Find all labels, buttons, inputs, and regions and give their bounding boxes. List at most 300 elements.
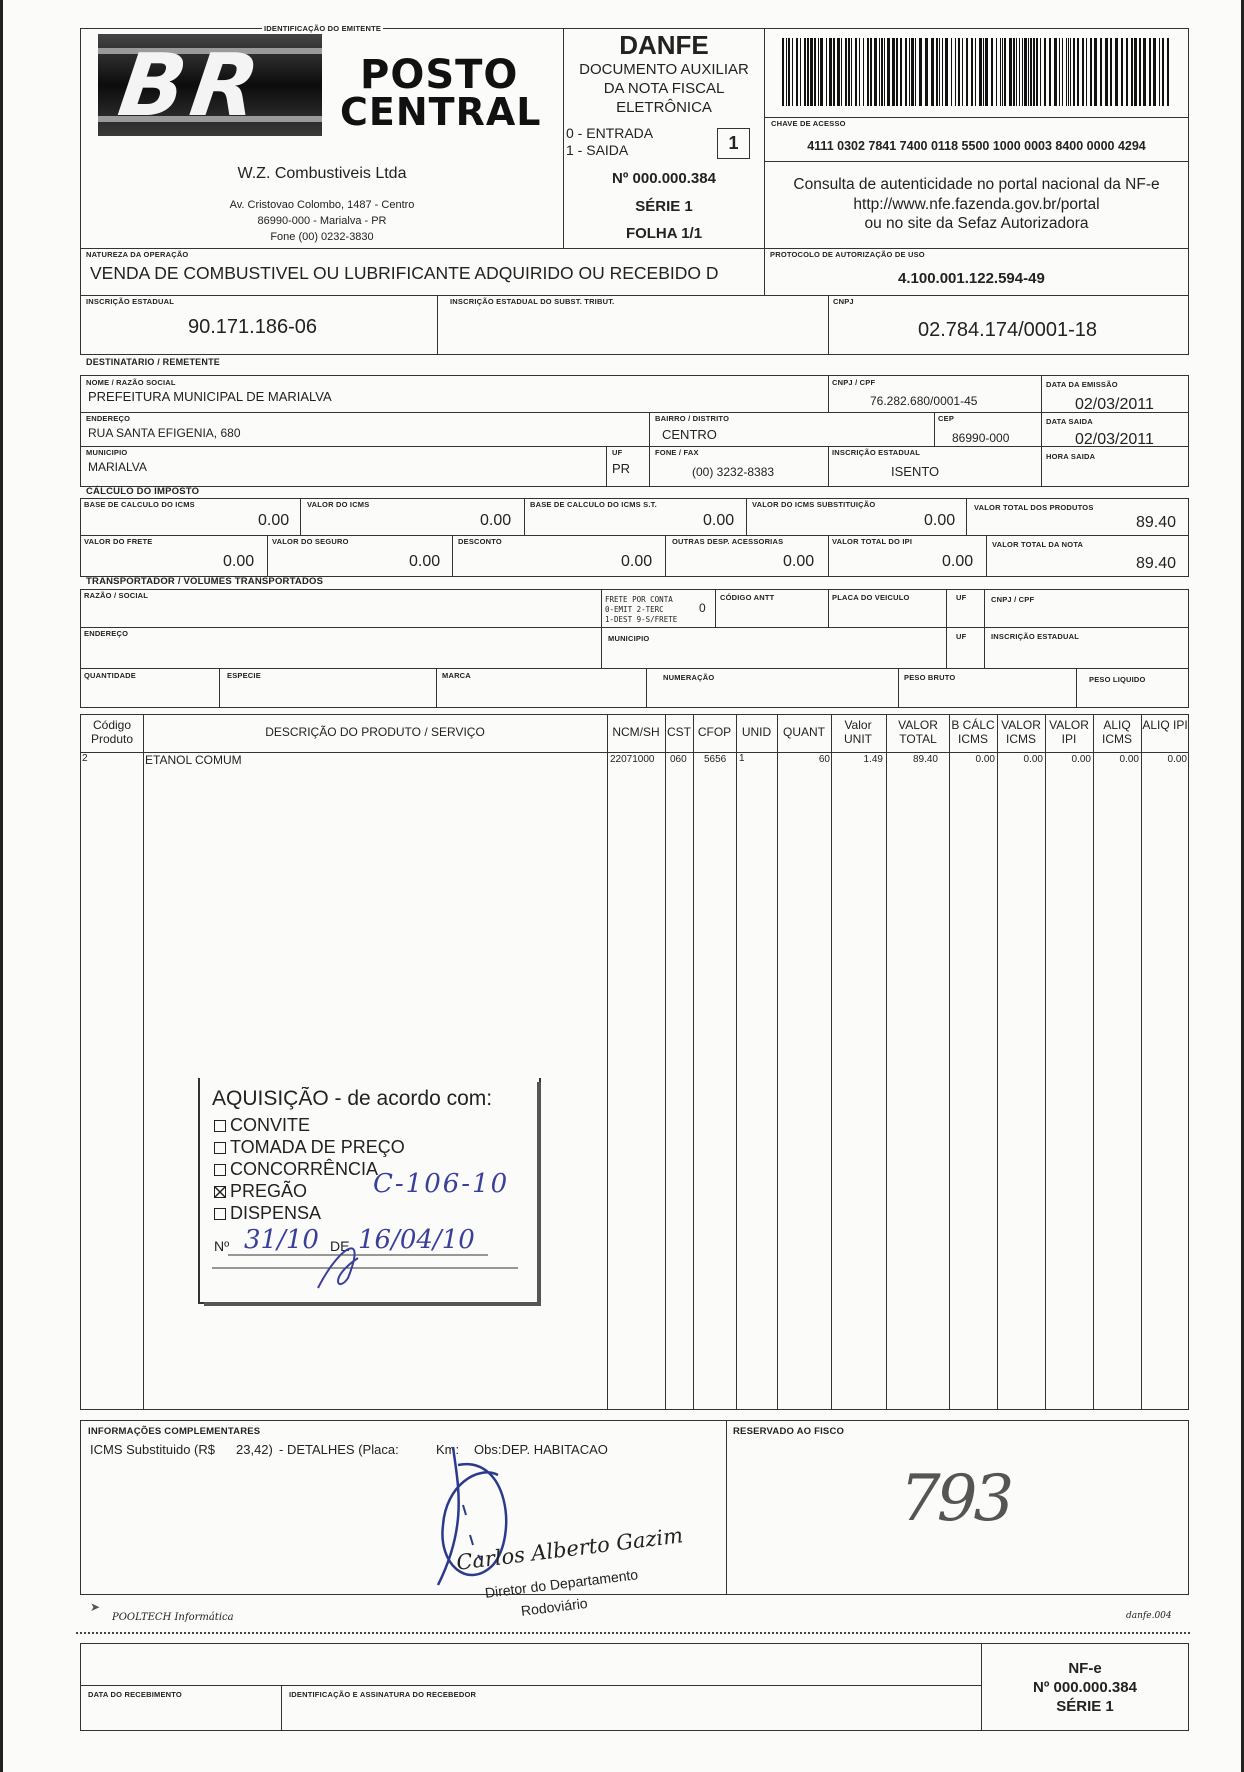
cell-unid: 1: [739, 753, 745, 764]
barcode-bar: [939, 38, 940, 106]
barcode-bar: [884, 38, 885, 106]
barcode-bar: [1024, 38, 1027, 106]
dest-row-divider-1: [80, 412, 1189, 413]
canhoto-col-1: [281, 1685, 282, 1731]
barcode-bar: [1040, 38, 1041, 106]
danfe-subtitle-3: ELETRÔNICA: [616, 99, 712, 116]
peso-bruto-label: PESO BRUTO: [904, 673, 956, 682]
fisco-label: RESERVADO AO FISCO: [733, 1426, 845, 1437]
barcode-bar: [870, 38, 872, 106]
vol-c3: [646, 668, 647, 708]
convite-label: CONVITE: [230, 1115, 311, 1135]
barcode-bar: [804, 38, 806, 106]
emitente-name: W.Z. Combustiveis Ltda: [237, 165, 407, 182]
dest-nome: PREFEITURA MUNICIPAL DE MARIALVA: [88, 389, 332, 404]
base-icms-value: 0.00: [258, 512, 290, 529]
cell-bc-icms: 0.00: [975, 754, 995, 765]
valor-icms-label: VALOR DO ICMS: [307, 500, 370, 509]
imp-c4: [966, 498, 967, 535]
danfe-numero: Nº 000.000.384: [612, 170, 716, 187]
barcode-bar: [979, 38, 982, 106]
pregao-label: PREGÃO: [230, 1181, 308, 1201]
peso-liquido-label: PESO LIQUIDO: [1089, 675, 1146, 684]
cell-cfop: 5656: [704, 754, 727, 765]
th-quant: QUANT: [783, 725, 825, 739]
ipi-value: 0.00: [942, 553, 974, 570]
barcode-graphic: [782, 38, 1172, 106]
barcode-bar: [892, 38, 895, 106]
th-valor-total: VALOR TOTAL: [898, 718, 938, 746]
valor-st-value: 0.00: [924, 512, 956, 529]
dest-col-bairro: [649, 412, 650, 446]
cell-aliq-icms: 0.00: [1119, 754, 1139, 765]
prod-c11: [1045, 714, 1046, 1410]
barcode-bar: [1143, 38, 1146, 106]
cell-quant: 60: [818, 754, 830, 765]
prod-c8: [886, 714, 887, 1410]
barcode-bar: [925, 38, 928, 106]
barcode-bar: [1022, 38, 1023, 106]
barcode-bar: [1115, 38, 1118, 106]
transp-razao-label: RAZÃO / SOCIAL: [84, 591, 149, 600]
emitente-address-1: Av. Cristovao Colombo, 1487 - Centro: [229, 199, 415, 211]
barcode-bar: [1077, 38, 1079, 106]
complementares-text-c: - DETALHES (Placa:: [279, 1442, 399, 1457]
barcode-bar: [826, 38, 827, 106]
chave-value: 4111 0302 7841 7400 0118 5500 1000 0003 8400 0000 4294: [807, 139, 1146, 153]
prod-c9: [949, 714, 950, 1410]
th-ncm: NCM/SH: [612, 725, 660, 739]
barcode-bar: [881, 38, 883, 106]
barcode-bar: [887, 38, 890, 106]
dest-col-emissao: [1041, 375, 1042, 487]
barcode-bar: [1068, 38, 1069, 106]
base-st-value: 0.00: [703, 512, 735, 529]
transp-frete-value: 0: [699, 601, 706, 615]
dest-endereco-label: ENDEREÇO: [86, 414, 131, 423]
transportador-section-label: TRANSPORTADOR / VOLUMES TRANSPORTADOS: [86, 576, 324, 587]
natureza-value: VENDA DE COMBUSTIVEL OU LUBRIFICANTE ADQUIRIDO OU RECEBIDO D: [90, 263, 719, 283]
dest-emissao: 02/03/2011: [1075, 396, 1154, 413]
cell-ncm: 22071000: [610, 754, 655, 765]
barcode-bar: [807, 38, 809, 106]
prod-c7: [831, 714, 832, 1410]
transp-c5: [984, 589, 985, 669]
consulta-line-3: ou no site da Sefaz Autorizadora: [864, 215, 1089, 232]
barcode-bar: [1016, 38, 1017, 106]
base-st-label: BASE DE CALCULO DO ICMS S.T.: [530, 500, 657, 509]
imp-c3: [746, 498, 747, 535]
th-codigo: Código Produto: [90, 718, 134, 746]
signature-title-2: Rodoviário: [520, 1594, 589, 1619]
vol-c4: [898, 668, 899, 708]
danfe-version: danfe.004: [1126, 1611, 1172, 1621]
barcode-bar: [874, 38, 877, 106]
barcode-bar: [1066, 38, 1067, 106]
barcode-bar: [985, 38, 988, 106]
barcode-bar: [851, 38, 852, 106]
imposto-section-label: CÁLCULO DO IMPOSTO: [86, 486, 200, 497]
transp-c1: [601, 589, 602, 669]
barcode-bar: [1100, 38, 1102, 106]
th-valor-unit: Valor UNIT: [844, 718, 872, 746]
transp-endereco-label: ENDEREÇO: [84, 629, 129, 638]
barcode-bar: [1126, 38, 1128, 106]
barcode-bar: [962, 38, 963, 106]
barcode-bar: [1090, 38, 1092, 106]
prod-c2: [607, 714, 608, 1410]
barcode-bar: [1019, 38, 1020, 106]
th-descricao: DESCRIÇÃO DO PRODUTO / SERVIÇO: [265, 725, 485, 739]
nfe-label: NF-e: [1068, 1660, 1102, 1677]
dest-hora-label: HORA SAIDA: [1046, 452, 1096, 461]
barcode-bar: [855, 38, 857, 106]
complementares-text-b: 23,42): [236, 1442, 273, 1457]
perforation-line: [76, 1632, 1190, 1634]
transp-cnpj-label: CNPJ / CPF: [991, 595, 1035, 604]
barcode-bar: [1105, 38, 1108, 106]
danfe-saida: 1 - SAIDA: [566, 142, 629, 158]
barcode-bar: [1000, 38, 1001, 106]
th-valor-icms: VALOR ICMS: [1001, 718, 1041, 746]
prod-c4: [693, 714, 694, 1410]
transp-frete-line-2: 0-EMIT 2-TERC: [605, 605, 664, 614]
th-cst: CST: [667, 725, 691, 739]
signature-name: Carlos Alberto Gazim: [455, 1523, 685, 1575]
danfe-subtitle-1: DOCUMENTO AUXILIAR: [579, 61, 749, 78]
barcode-bar: [1059, 38, 1060, 106]
dest-uf: PR: [612, 461, 631, 476]
logo-br-text: BR: [112, 36, 271, 136]
barcode-bar: [1086, 38, 1087, 106]
transp-uf-label: UF: [956, 593, 967, 602]
danfe-subtitle-2: DA NOTA FISCAL: [603, 80, 725, 97]
imposto-row-divider: [80, 535, 1189, 536]
canhoto-divider: [80, 1685, 981, 1686]
dest-ie-label: INSCRIÇÃO ESTADUAL: [832, 448, 921, 457]
barcode-bar: [848, 38, 850, 106]
barcode-bar: [1094, 38, 1097, 106]
barcode-bar: [911, 38, 914, 106]
aquisicao-stamp: [198, 1078, 541, 1304]
barcode-bar: [1134, 38, 1137, 106]
total-produtos-label: VALOR TOTAL DOS PRODUTOS: [974, 503, 1094, 512]
cell-valor-icms: 0.00: [1023, 754, 1043, 765]
transp-municipio-label: MUNICIPIO: [608, 634, 650, 643]
imp-d3: [665, 535, 666, 577]
barcode-bar: [1054, 38, 1057, 106]
barcode-bar: [859, 38, 860, 106]
barcode-bar: [1167, 38, 1169, 106]
dest-bairro: CENTRO: [662, 427, 717, 442]
dest-cep: 86990-000: [952, 431, 1010, 445]
prod-c13: [1141, 714, 1142, 1410]
barcode-bar: [945, 38, 948, 106]
barcode-bar: [1030, 38, 1032, 106]
imp-c2: [524, 498, 525, 535]
th-bc-icms: B CÁLC ICMS: [951, 718, 995, 746]
stamp-numero-hand: 31/10: [244, 1225, 319, 1255]
barcode-bar: [1013, 38, 1015, 106]
dispensa-label: DISPENSA: [230, 1203, 322, 1223]
barcode-bar: [996, 38, 997, 106]
inscricao-divider-1: [437, 295, 438, 355]
transp-c3: [828, 589, 829, 627]
barcode-bar: [936, 38, 938, 106]
barcode-bar: [983, 38, 984, 106]
desconto-value: 0.00: [621, 553, 653, 570]
complementares-label: INFORMAÇÕES COMPLEMENTARES: [88, 1426, 261, 1437]
cnpj-value: 02.784.174/0001-18: [918, 319, 1098, 341]
ipi-label: VALOR TOTAL DO IPI: [832, 537, 913, 546]
dest-col-ie: [828, 446, 829, 487]
vol-c2: [436, 668, 437, 708]
barcode-bar: [1033, 38, 1035, 106]
barcode-bar: [800, 38, 801, 106]
dest-cnpj: 76.282.680/0001-45: [870, 394, 978, 408]
barcode-bar: [1131, 38, 1133, 106]
barcode-bar: [1159, 38, 1160, 106]
stamp-data-hand: 16/04/10: [358, 1225, 475, 1255]
barcode-bar: [788, 38, 790, 106]
marca-label: MARCA: [442, 671, 471, 680]
dest-municipio: MARIALVA: [88, 460, 147, 474]
complementares-text-d: Km:: [436, 1442, 460, 1457]
barcode-bar: [931, 38, 934, 106]
scan-edge-left: [0, 0, 3, 1772]
table-row: [80, 753, 1189, 771]
barcode-bar: [955, 38, 956, 106]
dest-cep-label: CEP: [938, 414, 955, 423]
dest-municipio-label: MUNICIPIO: [86, 448, 128, 457]
barcode-bar: [909, 38, 910, 106]
seguro-label: VALOR DO SEGURO: [272, 537, 349, 546]
vol-c5: [1076, 668, 1077, 708]
imp-d1: [267, 535, 268, 577]
barcode-bar: [863, 38, 864, 106]
transp-uf2-label: UF: [956, 632, 967, 641]
pooltech-icon: ➤: [90, 1600, 101, 1614]
dest-row-divider-2: [80, 446, 1189, 447]
complementares-text-a: ICMS Substituido (R$: [90, 1442, 215, 1457]
seguro-value: 0.00: [409, 553, 441, 570]
chave-divider-2: [764, 161, 1189, 162]
transp-placa-label: PLACA DO VEICULO: [832, 593, 910, 602]
destinatario-section-label: DESTINATARIO / REMETENTE: [86, 357, 220, 367]
inscricao-divider-2: [828, 295, 829, 355]
protocolo-value: 4.100.001.122.594-49: [898, 270, 1045, 287]
barcode-bar: [896, 38, 898, 106]
dest-nome-label: NOME / RAZÃO SOCIAL: [86, 378, 176, 387]
especie-label: ESPECIE: [227, 671, 261, 680]
natureza-label: NATUREZA DA OPERAÇÃO: [86, 250, 189, 259]
cell-aliq-ipi: 0.00: [1167, 754, 1187, 765]
complementares-divider: [726, 1420, 727, 1595]
dest-emissao-label: DATA DA EMISSÃO: [1046, 380, 1118, 389]
barcode-bar: [1082, 38, 1084, 106]
barcode-bar: [1028, 38, 1029, 106]
frete-label: VALOR DO FRETE: [84, 537, 153, 546]
numeracao-label: NUMERAÇÃO: [663, 673, 715, 682]
barcode-bar: [879, 38, 880, 106]
barcode-bar: [900, 38, 902, 106]
emitente-phone: Fone (00) 0232-3830: [270, 231, 374, 243]
danfe-serie: SÉRIE 1: [635, 198, 693, 215]
barcode-bar: [1062, 38, 1063, 106]
th-cfop: CFOP: [697, 725, 732, 739]
stamp-numero-prefix: Nº: [214, 1238, 230, 1254]
barcode-bar: [971, 38, 973, 106]
cell-valor-unit: 1.49: [863, 754, 883, 765]
barcode-bar: [796, 38, 798, 106]
fisco-handwritten: 793: [900, 1462, 1011, 1536]
dest-cnpj-label: CNPJ / CPF: [832, 378, 876, 387]
dest-col-cnpj: [828, 375, 829, 412]
base-icms-label: BASE DE CALCULO DO ICMS: [84, 500, 195, 509]
barcode-bar: [1004, 38, 1006, 106]
logo-central-text: CENTRAL: [340, 90, 542, 134]
outras-label: OUTRAS DESP. ACESSORIAS: [672, 537, 784, 546]
tomada-label: TOMADA DE PREÇO: [230, 1137, 405, 1157]
imp-d5: [986, 535, 987, 577]
prod-c10: [997, 714, 998, 1410]
nfe-serie: SÉRIE 1: [1056, 1698, 1114, 1715]
total-nota-label: VALOR TOTAL DA NOTA: [992, 540, 1084, 549]
frete-value: 0.00: [223, 553, 255, 570]
barcode-bar: [792, 38, 793, 106]
transp-row-divider: [80, 627, 1189, 628]
barcode-bar: [1009, 38, 1012, 106]
barcode-bar: [810, 38, 813, 106]
dest-saida: 02/03/2011: [1075, 431, 1154, 448]
barcode-bar: [942, 38, 943, 106]
barcode-bar: [1121, 38, 1123, 106]
transp-ie-label: INSCRIÇÃO ESTADUAL: [991, 632, 1080, 641]
logo-posto-text: POSTO: [360, 52, 519, 98]
barcode-bar: [1162, 38, 1164, 106]
th-aliq-icms: ALIQ ICMS: [1102, 718, 1132, 746]
prod-c6: [777, 714, 778, 1410]
consulta-line-2: http://www.nfe.fazenda.gov.br/portal: [853, 196, 1100, 213]
dest-col-uf: [606, 446, 607, 487]
transp-c2: [715, 589, 716, 627]
prod-c12: [1093, 714, 1094, 1410]
barcode-bar: [905, 38, 907, 106]
signature-title-1: Diretor do Departamento: [484, 1566, 639, 1601]
emitente-address-2: 86990-000 - Marialva - PR: [257, 215, 387, 227]
chave-label: CHAVE DE ACESSO: [771, 119, 846, 128]
stamp-de: DE: [330, 1238, 350, 1254]
danfe-folha: FOLHA 1/1: [625, 225, 703, 242]
dest-bairro-label: BAIRRO / DISTRITO: [655, 414, 730, 423]
cell-cst: 060: [670, 754, 687, 765]
total-nota-value: 89.40: [1136, 555, 1177, 572]
danfe-tipo-value: 1: [728, 133, 739, 153]
valor-icms-value: 0.00: [480, 512, 512, 529]
prod-c3: [665, 714, 666, 1410]
barcode-bar: [975, 38, 976, 106]
dest-col-fone: [649, 446, 650, 487]
ie-label: INSCRIÇÃO ESTADUAL: [86, 297, 175, 306]
cnpj-label: CNPJ: [833, 297, 854, 306]
barcode-bar: [966, 38, 968, 106]
identificacao-label: IDENTIFICAÇÃO E ASSINATURA DO RECEBEDOR: [289, 1690, 477, 1699]
pooltech-label: POOLTECH Informática: [112, 1612, 234, 1623]
prod-c5: [736, 714, 737, 1410]
dest-ie: ISENTO: [891, 464, 940, 479]
dest-uf-label: UF: [612, 448, 623, 457]
barcode-bar: [919, 38, 922, 106]
valor-st-label: VALOR DO ICMS SUBSTITUIÇÃO: [752, 500, 876, 509]
dest-fone-label: FONE / FAX: [655, 448, 699, 457]
barcode-bar: [951, 38, 952, 106]
dest-col-cep: [934, 412, 935, 446]
barcode-bar: [991, 38, 993, 106]
barcode-bar: [837, 38, 840, 106]
complementares-text-e: Obs:DEP. HABITACAO: [474, 1442, 608, 1457]
barcode: [782, 38, 1172, 106]
barcode-bar: [818, 38, 819, 106]
barcode-bar: [1002, 38, 1003, 106]
barcode-bar: [786, 38, 787, 106]
barcode-bar: [829, 38, 832, 106]
barcode-bar: [1073, 38, 1075, 106]
pregao-handwritten: C-106-10: [373, 1169, 510, 1199]
dest-saida-label: DATA SAIDA: [1046, 417, 1093, 426]
barcode-bar: [1153, 38, 1156, 106]
concorrencia-label: CONCORRÊNCIA: [230, 1159, 379, 1179]
cell-valor-total: 89.40: [912, 754, 938, 765]
barcode-bar: [867, 38, 869, 106]
th-aliq-ipi: ALIQ IPI: [1142, 718, 1188, 732]
transp-c4: [946, 589, 947, 669]
barcode-bar: [1139, 38, 1141, 106]
barcode-bar: [1070, 38, 1071, 106]
barcode-bar: [1149, 38, 1151, 106]
imp-d4: [828, 535, 829, 577]
barcode-bar: [1049, 38, 1051, 106]
barcode-bar: [1110, 38, 1112, 106]
chave-divider: [764, 117, 1189, 118]
vol-c1: [219, 668, 220, 708]
recebimento-label: DATA DO RECEBIMENTO: [88, 1690, 182, 1699]
total-produtos-value: 89.40: [1136, 514, 1177, 531]
stamp-underlines: [198, 1078, 541, 1304]
protocolo-label: PROTOCOLO DE AUTORIZAÇÃO DE USO: [770, 250, 925, 259]
barcode-bar: [814, 38, 816, 106]
nfe-numero: Nº 000.000.384: [1033, 1679, 1137, 1696]
ie-value: 90.171.186-06: [188, 316, 318, 338]
barcode-bar: [915, 38, 916, 106]
outras-value: 0.00: [783, 553, 815, 570]
danfe-entrada: 0 - ENTRADA: [566, 125, 654, 141]
imp-d2: [452, 535, 453, 577]
quantidade-label: QUANTIDADE: [84, 671, 136, 680]
imp-c1: [300, 498, 301, 535]
emitente-section-label: IDENTIFICAÇÃO DO EMITENTE: [264, 24, 382, 33]
dest-fone: (00) 3232-8383: [692, 465, 775, 479]
transp-antt-label: CÓDIGO ANTT: [720, 593, 775, 602]
consulta-line-1: Consulta de autenticidade no portal nacional da NF-e: [793, 176, 1160, 193]
stamp-title: AQUISIÇÃO - de acordo com:: [212, 1087, 493, 1110]
barcode-bar: [1044, 38, 1046, 106]
barcode-bar: [782, 38, 784, 106]
cell-codigo: 2: [82, 753, 88, 764]
th-unid: UNID: [741, 725, 772, 739]
cell-valor-ipi: 0.00: [1071, 754, 1091, 765]
danfe-title: DANFE: [619, 30, 709, 60]
barcode-bar: [820, 38, 823, 106]
